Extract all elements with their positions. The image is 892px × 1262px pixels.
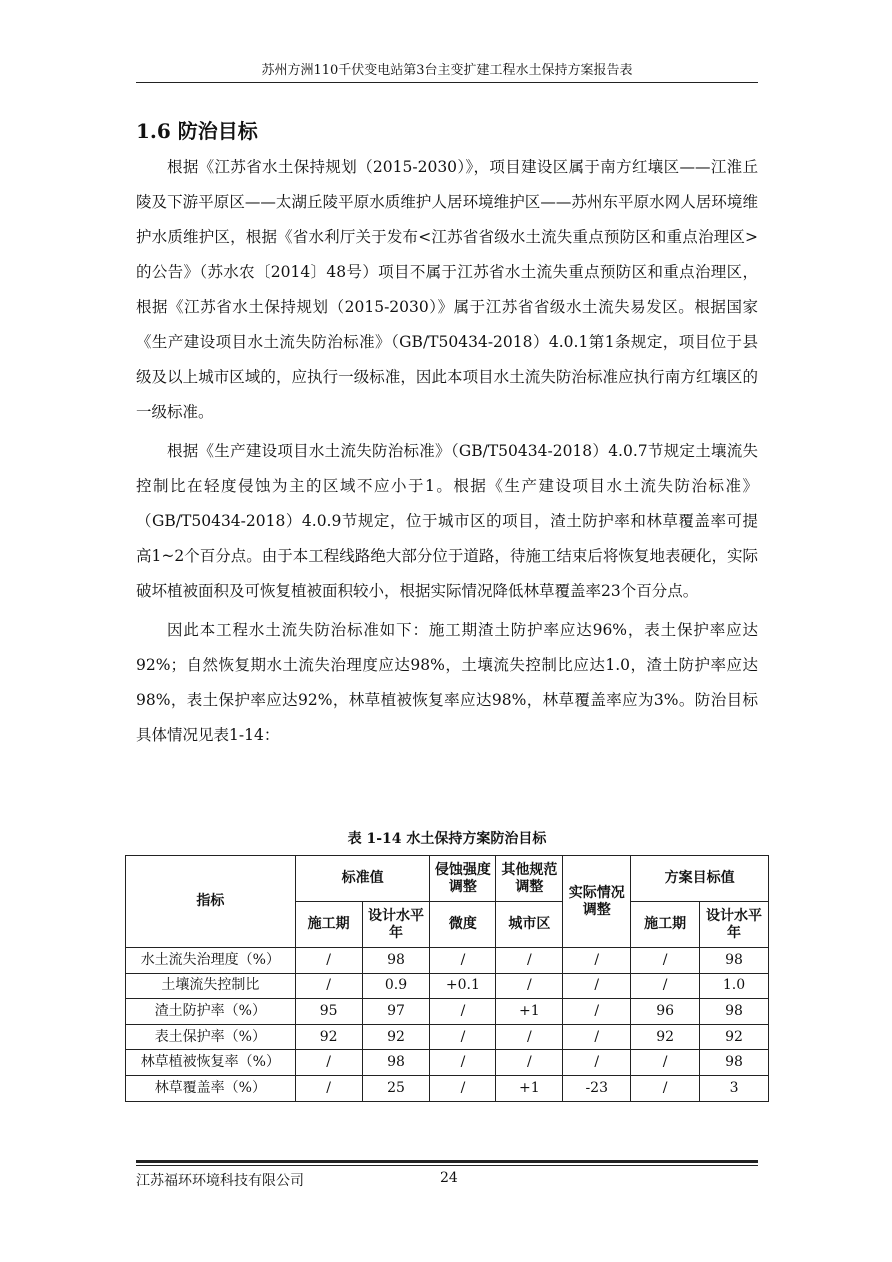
cell: /	[631, 1050, 700, 1076]
body-text	[136, 150, 758, 753]
cell: 1.0	[700, 973, 769, 999]
cell: 0.9	[362, 973, 430, 999]
header-design-target: 设计水平年	[700, 902, 769, 948]
footer-rule	[136, 1160, 758, 1163]
cell: 92	[295, 1024, 362, 1050]
cell: 97	[362, 999, 430, 1025]
cell: 95	[295, 999, 362, 1025]
header-indicator: 指标	[126, 856, 296, 948]
cell: 98	[700, 1050, 769, 1076]
table-caption: 表 1-14 水土保持方案防治目标	[347, 831, 547, 847]
cell: 渣土防护率（%）	[126, 999, 296, 1025]
cell: /	[631, 1075, 700, 1101]
cell: 92	[700, 1024, 769, 1050]
table-row	[126, 1050, 769, 1076]
header-standard: 标准值	[295, 856, 430, 902]
cell: 98	[700, 948, 769, 974]
header-urban: 城市区	[496, 902, 563, 948]
cell: +1	[496, 999, 563, 1025]
header-other: 其他规范调整	[496, 856, 563, 902]
header-design: 设计水平年	[362, 902, 430, 948]
cell: /	[563, 1024, 631, 1050]
cell: /	[631, 973, 700, 999]
header-target: 方案目标值	[631, 856, 769, 902]
cell: 92	[362, 1024, 430, 1050]
table-row	[126, 973, 769, 999]
paragraph: 根据《江苏省水土保持规划（2015-2030）》，项目建设区属于南方红壤区——江淮丘陵及下游平原区——太湖丘陵平原水质维护人居环境维护区——苏州东平原水网人居环境维护水质维护区，根据《省水利厅关于发布<江苏省省级水土流失重点预防区和重点治理区>的公告》（苏水农〔2014〕48号）项目不属于江苏省水土流失重点预防区和重点治理区，根据《江苏省水土保持规划（2015-2030）》属于江苏省省级水土流失易发区。根据国家《生产建设项目水土流失防治标准》（GB/T50434-2018）4.0.1第1条规定，项目位于县级及以上城市区域的，应执行一级标准，因此本项目水土流失防治标准应执行南方红壤区的一级标准。	[136, 158, 758, 421]
cell: 3	[700, 1075, 769, 1101]
cell: 表土保护率（%）	[126, 1024, 296, 1050]
page-header: 苏州方洲110千伏变电站第3台主变扩建工程水土保持方案报告表	[261, 63, 633, 78]
cell: 林草植被恢复率（%）	[126, 1050, 296, 1076]
cell: /	[295, 973, 362, 999]
cell: /	[563, 973, 631, 999]
footer-company: 江苏福环环境科技有限公司	[136, 1173, 304, 1189]
cell: /	[430, 1075, 496, 1101]
goals-table	[125, 855, 769, 1102]
cell: /	[430, 1024, 496, 1050]
cell: 25	[362, 1075, 430, 1101]
table-row	[126, 948, 769, 974]
cell: 林草覆盖率（%）	[126, 1075, 296, 1101]
paragraph: 因此本工程水土流失防治标准如下：施工期渣土防护率应达96%，表土保护率应达92%；自然恢复期水土流失治理度应达98%，土壤流失控制比应达1.0，渣土防护率应达98%，表土保护率应达92%，林草植被恢复率应达98%，林草覆盖率应为3%。防治目标具体情况见表1-14：	[136, 621, 758, 744]
cell: +0.1	[430, 973, 496, 999]
table-row	[126, 999, 769, 1025]
header-actual: 实际情况调整	[563, 856, 631, 948]
cell: /	[496, 948, 563, 974]
cell: /	[430, 999, 496, 1025]
cell: /	[496, 1050, 563, 1076]
table-row	[126, 1024, 769, 1050]
cell: 土壤流失控制比	[126, 973, 296, 999]
cell: /	[563, 1050, 631, 1076]
cell: /	[496, 973, 563, 999]
cell: /	[563, 948, 631, 974]
cell: /	[295, 948, 362, 974]
footer-rule-thin	[136, 1165, 758, 1166]
cell: /	[631, 948, 700, 974]
header-construction-target: 施工期	[631, 902, 700, 948]
cell: 92	[631, 1024, 700, 1050]
header-construction: 施工期	[295, 902, 362, 948]
cell: /	[295, 1050, 362, 1076]
header-erosion: 侵蚀强度调整	[430, 856, 496, 902]
header-mild: 微度	[430, 902, 496, 948]
cell: -23	[563, 1075, 631, 1101]
header-rule	[136, 82, 758, 83]
cell: /	[496, 1024, 563, 1050]
table-row	[126, 1075, 769, 1101]
cell: 98	[362, 1050, 430, 1076]
cell: 98	[700, 999, 769, 1025]
cell: 98	[362, 948, 430, 974]
paragraph: 根据《生产建设项目水土流失防治标准》（GB/T50434-2018）4.0.7节规定土壤流失控制比在轻度侵蚀为主的区域不应小于1。根据《生产建设项目水土流失防治标准》（GB/T50434-2018）4.0.9节规定，位于城市区的项目，渣土防护率和林草覆盖率可提高1~2个百分点。由于本工程线路绝大部分位于道路，待施工结束后将恢复地表硬化，实际破坏植被面积及可恢复植被面积较小，根据实际情况降低林草覆盖率23个百分点。	[136, 442, 758, 600]
section-title: 1.6 防治目标	[136, 119, 258, 143]
cell: /	[430, 948, 496, 974]
cell: 96	[631, 999, 700, 1025]
page-number: 24	[440, 1170, 458, 1186]
cell: /	[295, 1075, 362, 1101]
cell: /	[563, 999, 631, 1025]
cell: +1	[496, 1075, 563, 1101]
cell: /	[430, 1050, 496, 1076]
cell: 水土流失治理度（%）	[126, 948, 296, 974]
